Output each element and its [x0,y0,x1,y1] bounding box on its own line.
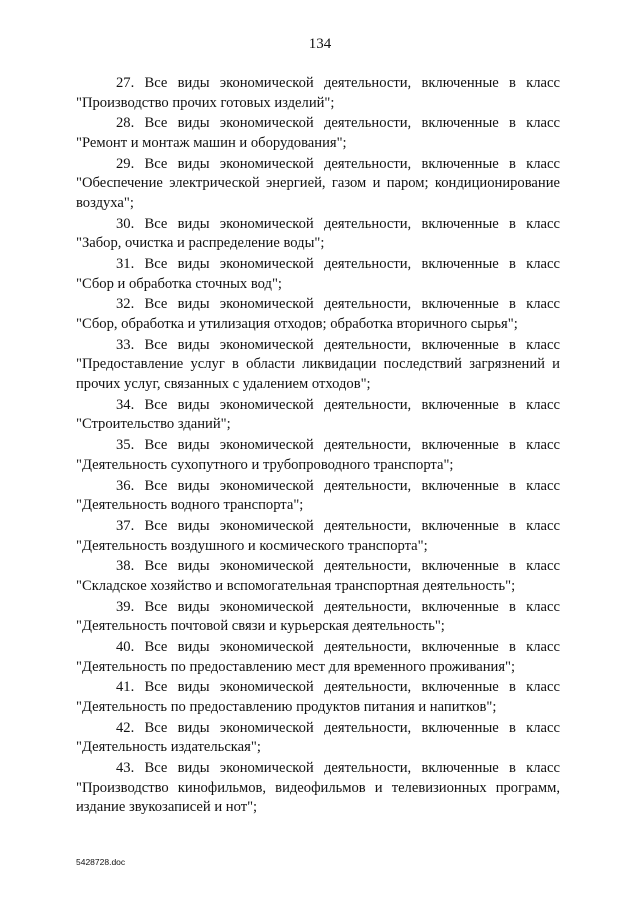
list-item-text: "Сбор и обработка сточных вод"; [76,275,282,292]
list-item-37 [76,517,560,556]
list-item-lead: 32. Все виды экономической деятельности, включенные в класс [116,296,560,313]
list-item-31 [76,255,560,294]
list-item-lead: 39. Все виды экономической деятельности, включенные в класс [116,598,560,615]
list-item-35 [76,436,560,475]
list-item-text: "Ремонт и монтаж машин и оборудования"; [76,134,347,151]
list-item-43 [76,759,560,818]
list-item-lead: 34. Все виды экономической деятельности, включенные в класс [116,396,560,413]
list-item-text: "Складское хозяйство и вспомогательная транспортная деятельность"; [76,577,516,594]
list-item-39 [76,598,560,637]
list-item-lead: 43. Все виды экономической деятельности, включенные в класс [116,760,560,777]
list-item-text: "Деятельность воздушного и космического транспорта"; [76,537,428,554]
list-item-lead: 40. Все виды экономической деятельности, включенные в класс [116,639,560,656]
list-item-40 [76,638,560,677]
list-item-text: "Деятельность по предоставлению продуктов питания и напитков"; [76,699,497,716]
list-item-text: "Забор, очистка и распределение воды"; [76,235,325,252]
document-body [76,74,560,819]
list-item-42 [76,719,560,758]
list-item-text: "Строительство зданий"; [76,416,231,433]
list-item-text: "Производство прочих готовых изделий"; [76,94,335,111]
list-item-34 [76,396,560,435]
list-item-lead: 42. Все виды экономической деятельности, включенные в класс [116,719,560,736]
list-item-32 [76,295,560,334]
list-item-33 [76,336,560,395]
list-item-lead: 38. Все виды экономической деятельности, включенные в класс [116,558,560,575]
list-item-text: "Деятельность по предоставлению мест для временного проживания"; [76,658,516,675]
list-item-lead: 37. Все виды экономической деятельности, включенные в класс [116,517,560,534]
list-item-text: "Предоставление услуг в области ликвидации последствий загрязнений и прочих услуг, связанных с удалением отходов"; [76,356,560,393]
list-item-lead: 29. Все виды экономической деятельности, включенные в класс [116,155,560,172]
list-item-41 [76,678,560,717]
list-item-text: "Обеспечение электрической энергией, газом и паром; кондиционирование воздуха"; [76,175,560,211]
list-item-lead: 27. Все виды экономической деятельности, включенные в класс [116,75,560,91]
list-item-30 [76,215,560,254]
list-item-lead: 36. Все виды экономической деятельности, включенные в класс [116,477,560,494]
list-item-text: "Сбор, обработка и утилизация отходов; обработка вторичного сырья"; [76,316,518,333]
list-item-lead: 33. Все виды экономической деятельности, включенные в класс [116,336,560,353]
list-item-29 [76,155,560,214]
page-number: 134 [308,36,332,52]
list-item-lead: 41. Все виды экономической деятельности, включенные в класс [116,679,560,696]
list-item-text: "Деятельность издательская"; [76,739,261,756]
list-item-38 [76,557,560,596]
list-item-text: "Деятельность почтовой связи и курьерская деятельность"; [76,618,445,635]
list-item-lead: 30. Все виды экономической деятельности, включенные в класс [116,215,560,232]
list-item-36 [76,477,560,516]
list-item-lead: 31. Все виды экономической деятельности, включенные в класс [116,256,560,273]
list-item-27 [76,74,560,113]
list-item-lead: 28. Все виды экономической деятельности, включенные в класс [116,115,560,132]
list-item-lead: 35. Все виды экономической деятельности, включенные в класс [116,437,560,454]
file-name-footer: 5428728.doc [76,857,126,867]
list-item-text: "Производство кинофильмов, видеофильмов и телевизионных программ, издание звукозаписей и нот"; [76,779,560,816]
list-item-28 [76,114,560,153]
list-item-text: "Деятельность водного транспорта"; [76,497,304,514]
list-item-text: "Деятельность сухопутного и трубопроводного транспорта"; [76,456,454,473]
